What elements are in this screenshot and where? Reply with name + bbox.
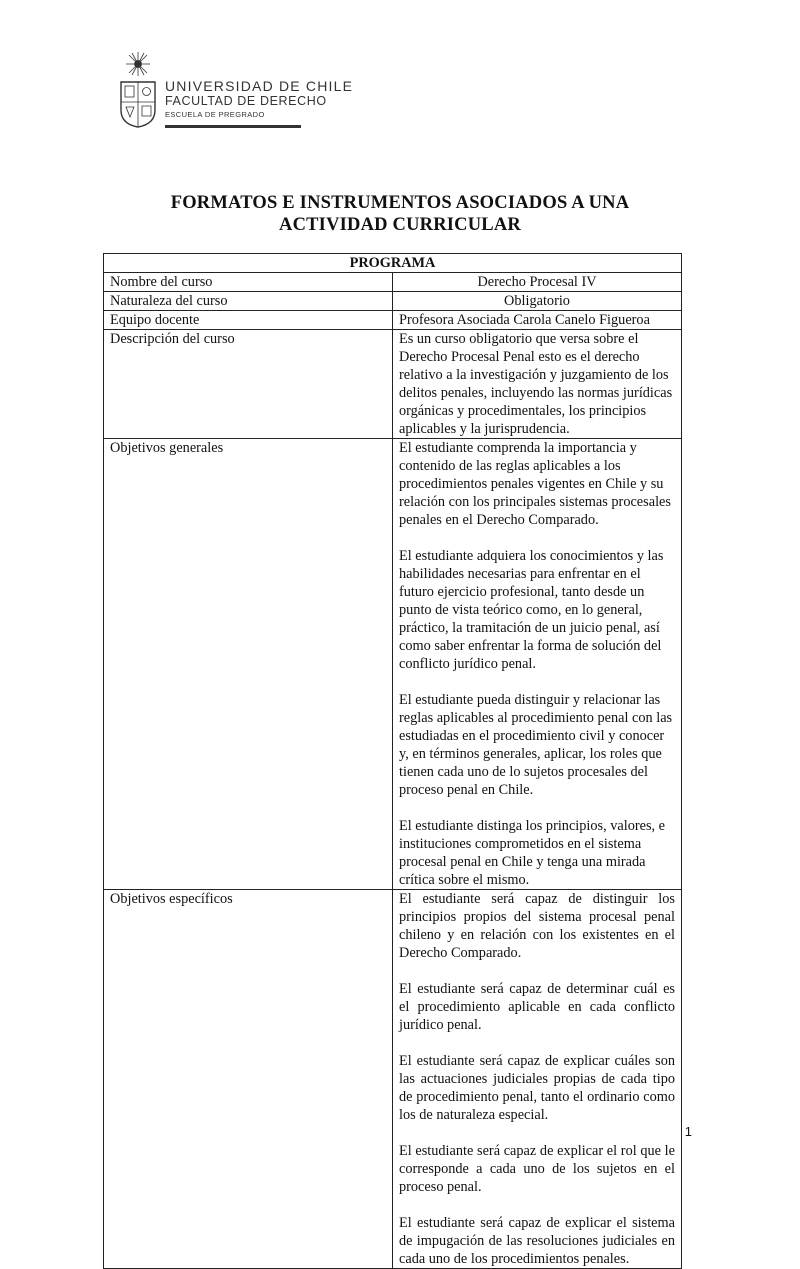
table-row (104, 311, 682, 330)
header-divider (165, 125, 301, 128)
table-row (104, 273, 682, 292)
title-line-1: FORMATOS E INSTRUMENTOS ASOCIADOS A UNA (170, 193, 630, 213)
row-value-course-name: Derecho Procesal IV (393, 273, 682, 292)
general-objective-paragraph: El estudiante adquiera los conocimientos y las habilidades necesarias para enfrentar en el futuro ejercicio profesional, tanto desde un punto de vista teórico como, en lo general, práctico, la tramitación de un juicio penal, así como saber enfrentar la forma de solución del conflicto jurídico penal. (399, 548, 664, 672)
university-name: UNIVERSIDAD DE CHILE (165, 78, 354, 94)
specific-objective-paragraph: El estudiante será capaz de distinguir los principios propios del sistema procesal penal chileno y en relación con los existentes en el Derecho Comparado. (399, 891, 675, 961)
title-line-2: ACTIVIDAD CURRICULAR (279, 215, 521, 235)
document-title (100, 192, 700, 236)
university-logo (118, 52, 354, 130)
row-value-course-description: Es un curso obligatorio que versa sobre el Derecho Procesal Penal esto es el derecho relativo a la investigación y juzgamiento de los delitos penales, incluyendo las normas jurídicas orgánicas y procedimentales, los principios aplicables y la jurisprudencia. (393, 330, 682, 439)
specific-objectives-cell (393, 890, 682, 1269)
row-label-course-name: Nombre del curso (104, 273, 393, 292)
table-row (104, 439, 682, 890)
university-crest-icon (118, 52, 158, 128)
specific-objective-paragraph: El estudiante será capaz de explicar el rol que le corresponde a cada uno de los sujetos en el proceso penal. (399, 1143, 675, 1195)
specific-objective-paragraph: El estudiante será capaz de explicar cuáles son las actuaciones judiciales propias de cada tipo de procedimiento penal, tanto el ordinario como los de naturaleza especial. (399, 1053, 675, 1123)
table-row (104, 292, 682, 311)
general-objective-paragraph: El estudiante pueda distinguir y relacionar las reglas aplicables al procedimiento penal con las estudiadas en el procedimiento civil y conocer y, en términos generales, aplicar, los roles que tienen cada uno de lo sujetos procesales del proceso penal en Chile. (399, 692, 673, 798)
school-name: ESCUELA DE PREGRADO (165, 110, 265, 119)
row-value-teaching-team: Profesora Asociada Carola Canelo Figueroa (393, 311, 682, 330)
program-table (103, 253, 682, 1269)
table-heading: PROGRAMA (104, 254, 682, 273)
specific-objective-paragraph: El estudiante será capaz de explicar el sistema de impugación de las resoluciones judiciales en cada uno de los procedimientos penales. (399, 1215, 675, 1267)
row-label-course-description: Descripción del curso (104, 330, 393, 439)
faculty-name: FACULTAD DE DERECHO (165, 94, 327, 108)
row-label-specific-objectives: Objetivos específicos (104, 890, 393, 1269)
row-label-course-nature: Naturaleza del curso (104, 292, 393, 311)
general-objective-paragraph: El estudiante comprenda la importancia y contenido de las reglas aplicables a los procedimientos penales vigentes en Chile y su relación con los principales sistemas procesales penales en el Derecho Comparado. (399, 440, 671, 528)
specific-objective-paragraph: El estudiante será capaz de determinar cuál es el procedimiento aplicable en cada conflicto jurídico penal. (399, 981, 675, 1033)
table-row (104, 890, 682, 1269)
general-objectives-cell (393, 439, 682, 890)
row-label-general-objectives: Objetivos generales (104, 439, 393, 890)
table-row (104, 330, 682, 439)
table-heading-row (104, 254, 682, 273)
general-objective-paragraph: El estudiante distinga los principios, valores, e instituciones comprometidos en el sistema procesal penal en Chile y tenga una mirada crítica sobre el mismo. (399, 818, 666, 888)
page-number: 1 (684, 1124, 692, 1139)
row-value-course-nature: Obligatorio (393, 292, 682, 311)
row-label-teaching-team: Equipo docente (104, 311, 393, 330)
